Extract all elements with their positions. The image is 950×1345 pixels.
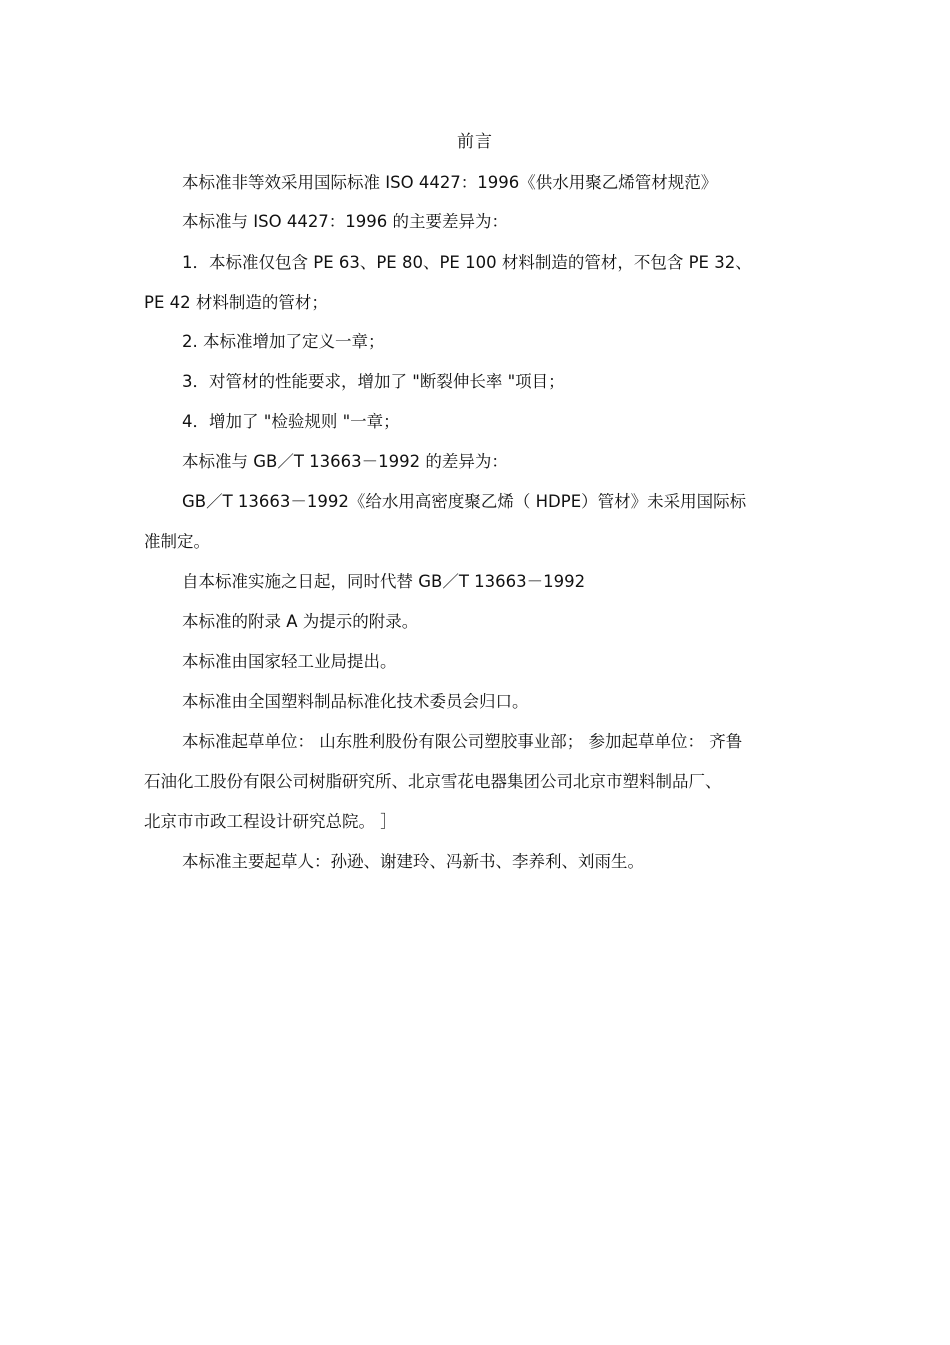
paragraph-line: 准制定。: [144, 532, 210, 551]
paragraph-line: 本标准由国家轻工业局提出。: [182, 652, 397, 671]
paragraph-line: PE 42 材料制造的管材；: [144, 293, 328, 312]
paragraph-line: 本标准起草单位： 山东胜利股份有限公司塑胶事业部； 参加起草单位： 齐鲁: [182, 732, 743, 751]
paragraph-line: 1．本标准仅包含 PE 63、PE 80、PE 100 材料制造的管材，不包含 PE 32、: [182, 253, 752, 272]
paragraph-line: 本标准与 ISO 4427：1996 的主要差异为：: [182, 212, 509, 231]
paragraph-line: 3．对管材的性能要求，增加了 "断裂伸长率 "项目；: [182, 372, 565, 391]
paragraph-line: 自本标准实施之日起，同时代替 GB／T 13663－1992: [182, 572, 586, 591]
paragraph-line: 北京市市政工程设计研究总院。 ］: [144, 812, 397, 831]
document-title: 前言: [457, 132, 493, 152]
paragraph-line: 本标准的附录 A 为提示的附录。: [182, 612, 419, 631]
paragraph-line: 2. 本标准增加了定义一章；: [182, 332, 385, 351]
paragraph-line: 本标准由全国塑料制品标准化技术委员会归口。: [182, 692, 529, 711]
paragraph-line: 本标准与 GB／T 13663－1992 的差异为：: [182, 452, 508, 471]
paragraph-line: 本标准非等效采用国际标准 ISO 4427：1996《供水用聚乙烯管材规范》: [182, 173, 718, 192]
paragraph-line: 石油化工股份有限公司树脂研究所、北京雪花电器集团公司北京市塑料制品厂、: [144, 772, 722, 791]
paragraph-line: 本标准主要起草人：孙逊、谢建玲、冯新书、李养利、刘雨生。: [182, 852, 644, 871]
paragraph-line: 4．增加了 "检验规则 "一章；: [182, 412, 400, 431]
paragraph-line: GB／T 13663－1992《给水用高密度聚乙烯（ HDPE）管材》未采用国际标: [182, 492, 747, 511]
